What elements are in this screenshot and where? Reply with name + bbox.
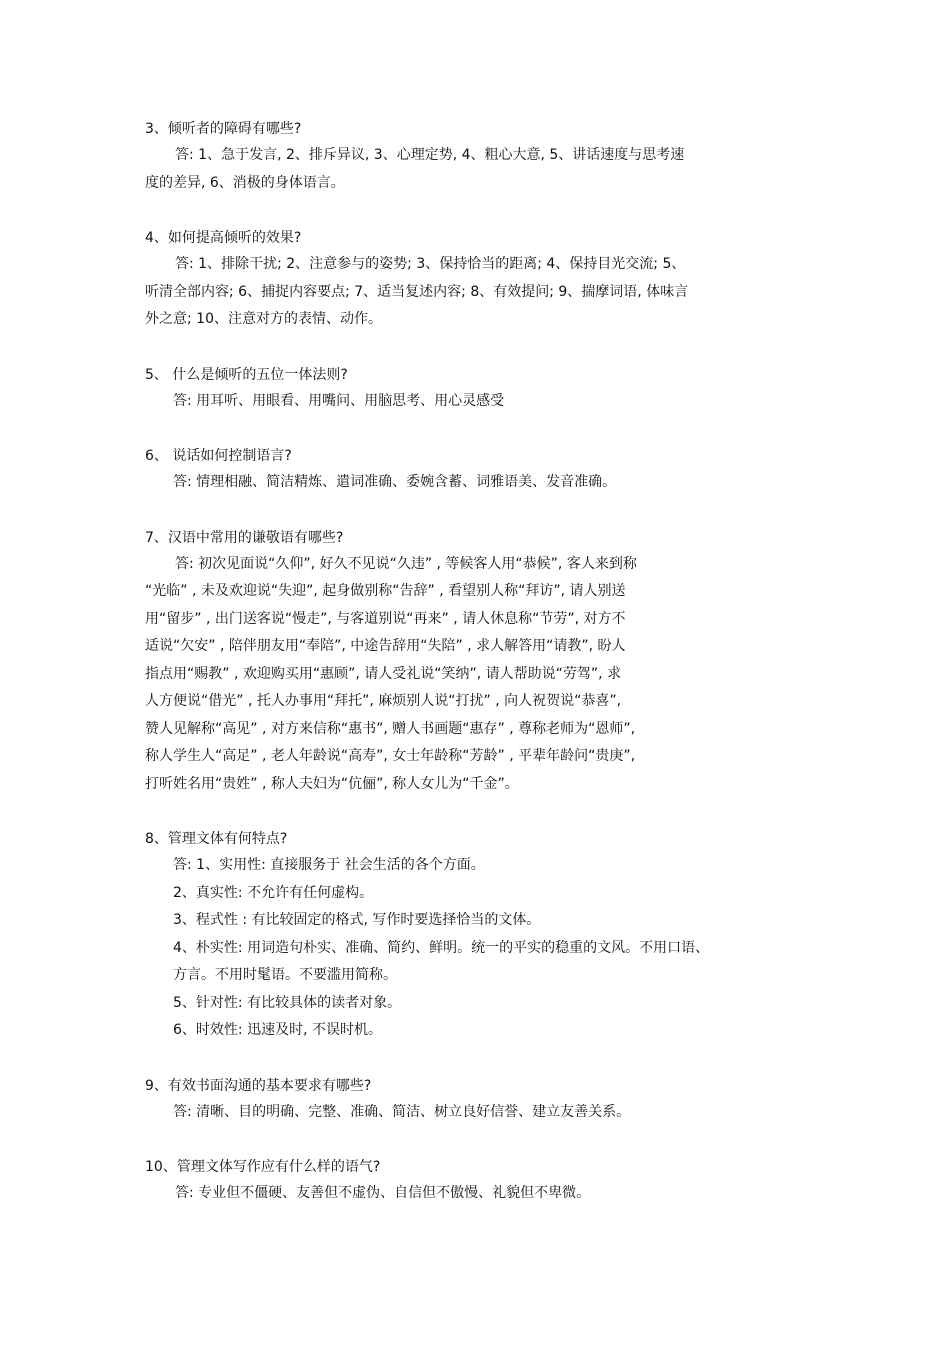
- question-6: 6、 说话如何控制语言?: [145, 448, 292, 464]
- qa-block-7: [145, 525, 805, 799]
- answer-7-line-7: 赞人见解称“高见” , 对方来信称“惠书”, 赠人书画题“惠存” , 尊称老师为“恩师”,: [145, 720, 636, 737]
- answer-9-line-1: 答: 清晰、目的明确、完整、准确、简洁、树立良好信誉、建立友善关系。: [173, 1103, 631, 1120]
- qa-block-5: [145, 362, 805, 416]
- qa-block-6: [145, 443, 805, 497]
- answer-4-line-3: 外之意; 10、注意对方的表情、动作。: [145, 311, 382, 327]
- spacer: [145, 415, 805, 443]
- answer-8-line-1: 答: 1、实用性: 直接服务于 社会生活的各个方面。: [173, 857, 485, 873]
- answer-7-line-1: 答: 初次见面说“久仰”, 好久不见说“久违” , 等候客人用“恭候”, 客人来到称: [175, 555, 637, 572]
- answer-5-line-1: 答: 用耳听、用眼看、用嘴问、用脑思考、用心灵感受: [173, 392, 505, 409]
- question-10: 10、管理文体写作应有什么样的语气?: [145, 1159, 381, 1175]
- answer-8-line-2: 2、真实性: 不允许有任何虚构。: [173, 884, 374, 901]
- qa-block-4: [145, 225, 805, 334]
- answer-7-line-2: “光临” , 未及欢迎说“失迎”, 起身做别称“告辞” , 看望别人称“拜访”, 请人别送: [145, 583, 626, 599]
- qa-block-3: [145, 116, 805, 197]
- question-5: 5、 什么是倾听的五位一体法则?: [145, 366, 348, 383]
- spacer: [145, 497, 805, 525]
- answer-7-line-9: 打听姓名用“贵姓” , 称人夫妇为“伉俪”, 称人女儿为“千金”。: [145, 775, 519, 792]
- answer-4-line-1: 答: 1、排除干扰; 2、注意参与的姿势; 3、保持恰当的距离; 4、保持目光交流; 5、: [175, 256, 686, 272]
- answer-7-line-4: 适说“欠安” , 陪伴朋友用“奉陪”, 中途告辞用“失陪” , 求人解答用“请教”, 盼人: [145, 638, 626, 654]
- question-7: 7、汉语中常用的谦敬语有哪些?: [145, 529, 344, 546]
- qa-block-8: [145, 826, 805, 1045]
- answer-8-line-6: 5、针对性: 有比较具体的读者对象。: [173, 994, 402, 1011]
- answer-3-line-1: 答: 1、急于发言, 2、排斥异议, 3、心理定势, 4、粗心大意, 5、讲话速度与思考速: [175, 147, 685, 163]
- answer-10-line-1: 答: 专业但不僵硬、友善但不虚伪、自信但不傲慢、礼貌但不卑微。: [175, 1185, 591, 1201]
- spacer: [145, 1126, 805, 1154]
- answer-8-line-4: 4、朴实性: 用词造句朴实、准确、简约、鲜明。统一的平实的稳重的文风。不用口语、: [173, 939, 710, 956]
- spacer: [145, 798, 805, 826]
- question-9: 9、有效书面沟通的基本要求有哪些?: [145, 1077, 372, 1094]
- answer-7-line-5: 指点用“赐教” , 欢迎购买用“惠顾”, 请人受礼说“笑纳”, 请人帮助说“劳驾”, 求: [145, 665, 622, 682]
- answer-8-line-3: 3、程式性 : 有比较固定的格式, 写作时要选择恰当的文体。: [173, 912, 541, 928]
- spacer: [145, 197, 805, 225]
- answer-8-line-5: 方言。不用时髦语。不要滥用简称。: [173, 967, 397, 983]
- qa-block-10: [145, 1154, 805, 1208]
- answer-8-line-7: 6、时效性: 迅速及时, 不误时机。: [173, 1022, 382, 1038]
- question-3: 3、倾听者的障碍有哪些?: [145, 121, 302, 137]
- spacer: [145, 334, 805, 362]
- qa-block-9: [145, 1073, 805, 1127]
- answer-7-line-3: 用“留步” , 出门送客说“慢走”, 与客道别说“再来” , 请人休息称“节劳”, 对方不: [145, 610, 626, 627]
- question-4: 4、如何提高倾听的效果?: [145, 230, 302, 246]
- spacer: [145, 1045, 805, 1073]
- answer-7-line-8: 称人学生人“高足” , 老人年龄说“高寿”, 女士年龄称“芳龄” , 平辈年龄问“贵庚”,: [145, 748, 636, 764]
- answer-4-line-2: 听清全部内容; 6、捕捉内容要点; 7、适当复述内容; 8、有效提问; 9、揣摩词语, 体味言: [145, 283, 689, 300]
- answer-3-line-2: 度的差异, 6、消极的身体语言。: [145, 174, 345, 191]
- question-8: 8、管理文体有何特点?: [145, 831, 288, 847]
- answer-7-line-6: 人方便说“借光” , 托人办事用“拜托”, 麻烦别人说“打扰” , 向人祝贺说“恭喜”,: [145, 693, 622, 709]
- answer-6-line-1: 答: 情理相融、简洁精炼、遣词准确、委婉含蓄、词雅语美、发音准确。: [173, 474, 617, 490]
